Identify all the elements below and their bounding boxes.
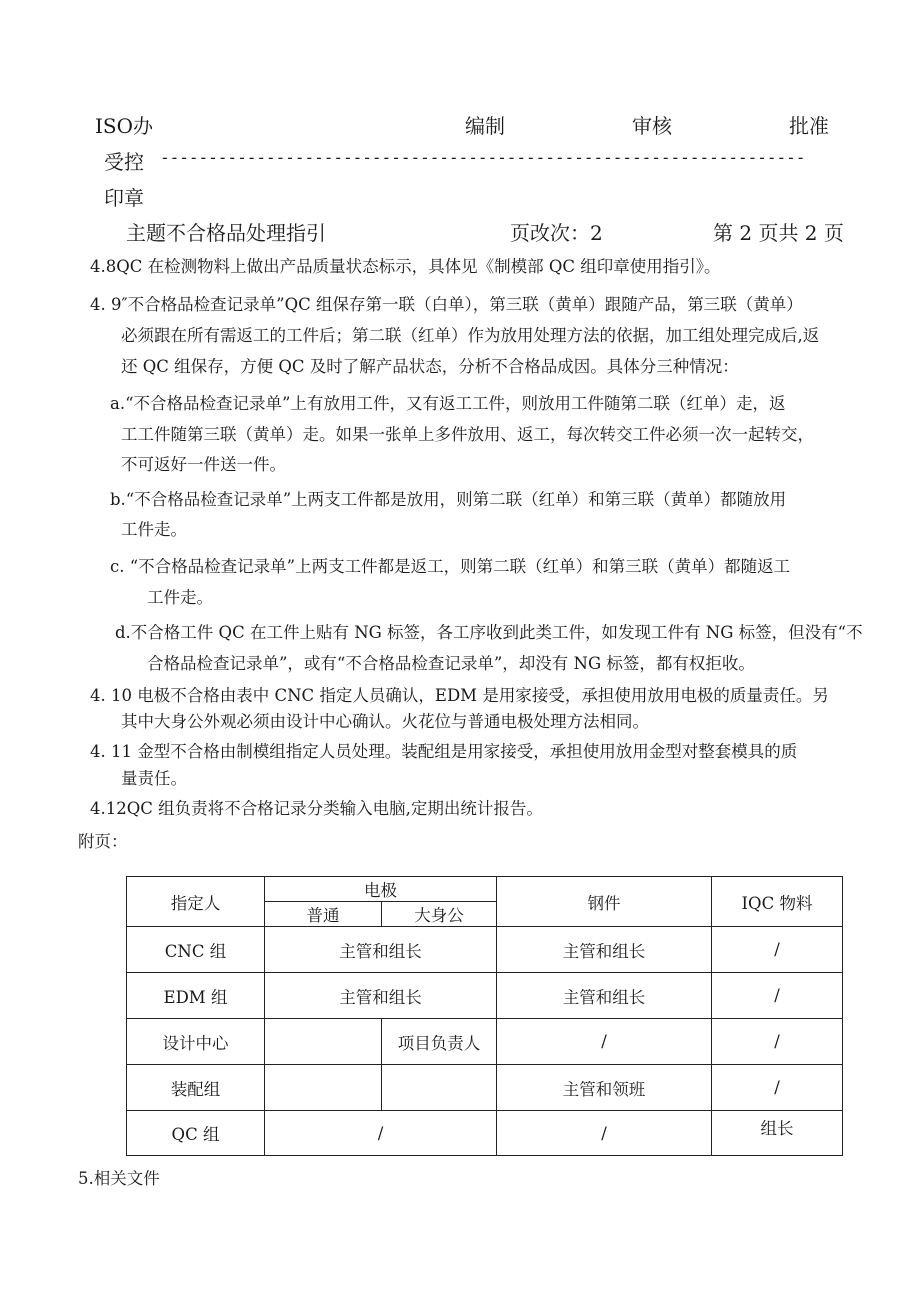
row-normal (265, 1019, 382, 1065)
header-iqc: IQC 物料 (712, 877, 843, 927)
doc-subject: 主题不合格品处理指引 (126, 221, 326, 245)
row-steel: 主管和领班 (497, 1065, 712, 1111)
header-approve: 批准 (789, 114, 829, 138)
row-name: CNC 组 (127, 927, 265, 973)
clause-4-11-line2: 量责任。 (121, 769, 187, 788)
header-iso-office: ISO办 (95, 114, 153, 138)
table-row (127, 927, 843, 973)
clause-4-10-line1: 4. 10 电极不合格由表中 CNC 指定人员确认，EDM 是用家接受，承担使用放用电极的质量责任。另 (90, 686, 829, 705)
header-compile: 编制 (465, 114, 505, 138)
clause-4-10-line2: 其中大身公外观必须由设计中心确认。火花位与普通电极处理方法相同。 (121, 712, 649, 731)
table-row (127, 973, 843, 1019)
row-electrode: 主管和组长 (265, 973, 497, 1019)
row-steel: 主管和组长 (497, 973, 712, 1019)
row-name: 装配组 (127, 1065, 265, 1111)
row-iqc: / (712, 1065, 843, 1111)
doc-revision: 页改次：2 (510, 221, 603, 245)
clause-4-8: 4.8QC 在检测物料上做出产品质量状态标示，具体见《制模部 QC 组印章使用指引》。 (90, 257, 721, 276)
header-dash-line: ------------------------------------------------------------------- (160, 148, 806, 167)
row-body: 项目负责人 (382, 1019, 497, 1065)
case-a-line2: 工工件随第三联（黄单）走。如果一张单上多件放用、返工，每次转交工件必须一次一起转交， (121, 425, 814, 444)
row-iqc: / (712, 973, 843, 1019)
row-name: 设计中心 (127, 1019, 265, 1065)
row-iqc: 组长 (712, 1111, 843, 1156)
row-steel: / (497, 1111, 712, 1156)
case-b-line2: 工件走。 (121, 520, 187, 539)
header-seal: 印章 (104, 186, 144, 210)
row-steel: 主管和组长 (497, 927, 712, 973)
row-normal (265, 1065, 382, 1111)
row-name: EDM 组 (127, 973, 265, 1019)
table-row (127, 1065, 843, 1111)
appendix-label: 附页： (78, 832, 128, 851)
row-iqc: / (712, 927, 843, 973)
row-electrode: 主管和组长 (265, 927, 497, 973)
case-a-line3: 不可返好一件送一件。 (121, 455, 286, 474)
case-c-line2: 工件走。 (147, 588, 213, 607)
header-controlled: 受控 (104, 150, 144, 174)
header-person: 指定人 (127, 877, 265, 927)
clause-4-9-line2: 必须跟在所有需返工的工件后；第二联（红单）作为放用处理方法的依据，加工组处理完成后,返 (121, 326, 820, 345)
header-normal: 普通 (265, 902, 382, 927)
related-documents: 5.相关文件 (78, 1169, 160, 1188)
table-row (127, 1111, 843, 1156)
appendix-table (126, 876, 843, 1156)
table-row (127, 1019, 843, 1065)
case-a-line1: a.“不合格品检查记录单”上有放用工件，又有返工工件，则放用工件随第二联（红单）走，返 (110, 394, 786, 413)
header-review: 审核 (632, 114, 672, 138)
header-body: 大身公 (382, 902, 497, 927)
row-iqc: / (712, 1019, 843, 1065)
doc-page-number: 第 2 页共 2 页 (713, 221, 844, 245)
case-d-line2: 合格品检查记录单”，或有“不合格品检查记录单”，却没有 NG 标签，都有权拒收。 (147, 654, 755, 673)
clause-4-9-line3: 还 QC 组保存，方便 QC 及时了解产品状态，分析不合格品成因。具体分三种情况： (121, 357, 739, 376)
case-b-line1: b.“不合格品检查记录单”上两支工件都是放用，则第二联（红单）和第三联（黄单）都随放用 (110, 490, 787, 509)
case-c-line1: c. “不合格品检查记录单”上两支工件都是返工，则第二联（红单）和第三联（黄单）都随返工 (110, 557, 791, 576)
row-body (382, 1065, 497, 1111)
header-steel: 钢件 (497, 877, 712, 927)
header-electrode: 电极 (265, 877, 497, 902)
row-name: QC 组 (127, 1111, 265, 1156)
clause-4-12: 4.12QC 组负责将不合格记录分类输入电脑,定期出统计报告。 (90, 799, 543, 818)
clause-4-11-line1: 4. 11 金型不合格由制模组指定人员处理。装配组是用家接受，承担使用放用金型对整套模具的质 (90, 742, 798, 761)
row-electrode: / (265, 1111, 497, 1156)
row-steel: / (497, 1019, 712, 1065)
clause-4-9-line1: 4. 9″不合格品检查记录单”QC 组保存第一联（白单），第三联（黄单）跟随产品，第三联（黄单） (90, 295, 803, 314)
case-d-line1: d.不合格工件 QC 在工件上贴有 NG 标签，各工序收到此类工件，如发现工件有 NG 标签，但没有“不 (115, 623, 863, 642)
table-header-row (127, 877, 843, 902)
